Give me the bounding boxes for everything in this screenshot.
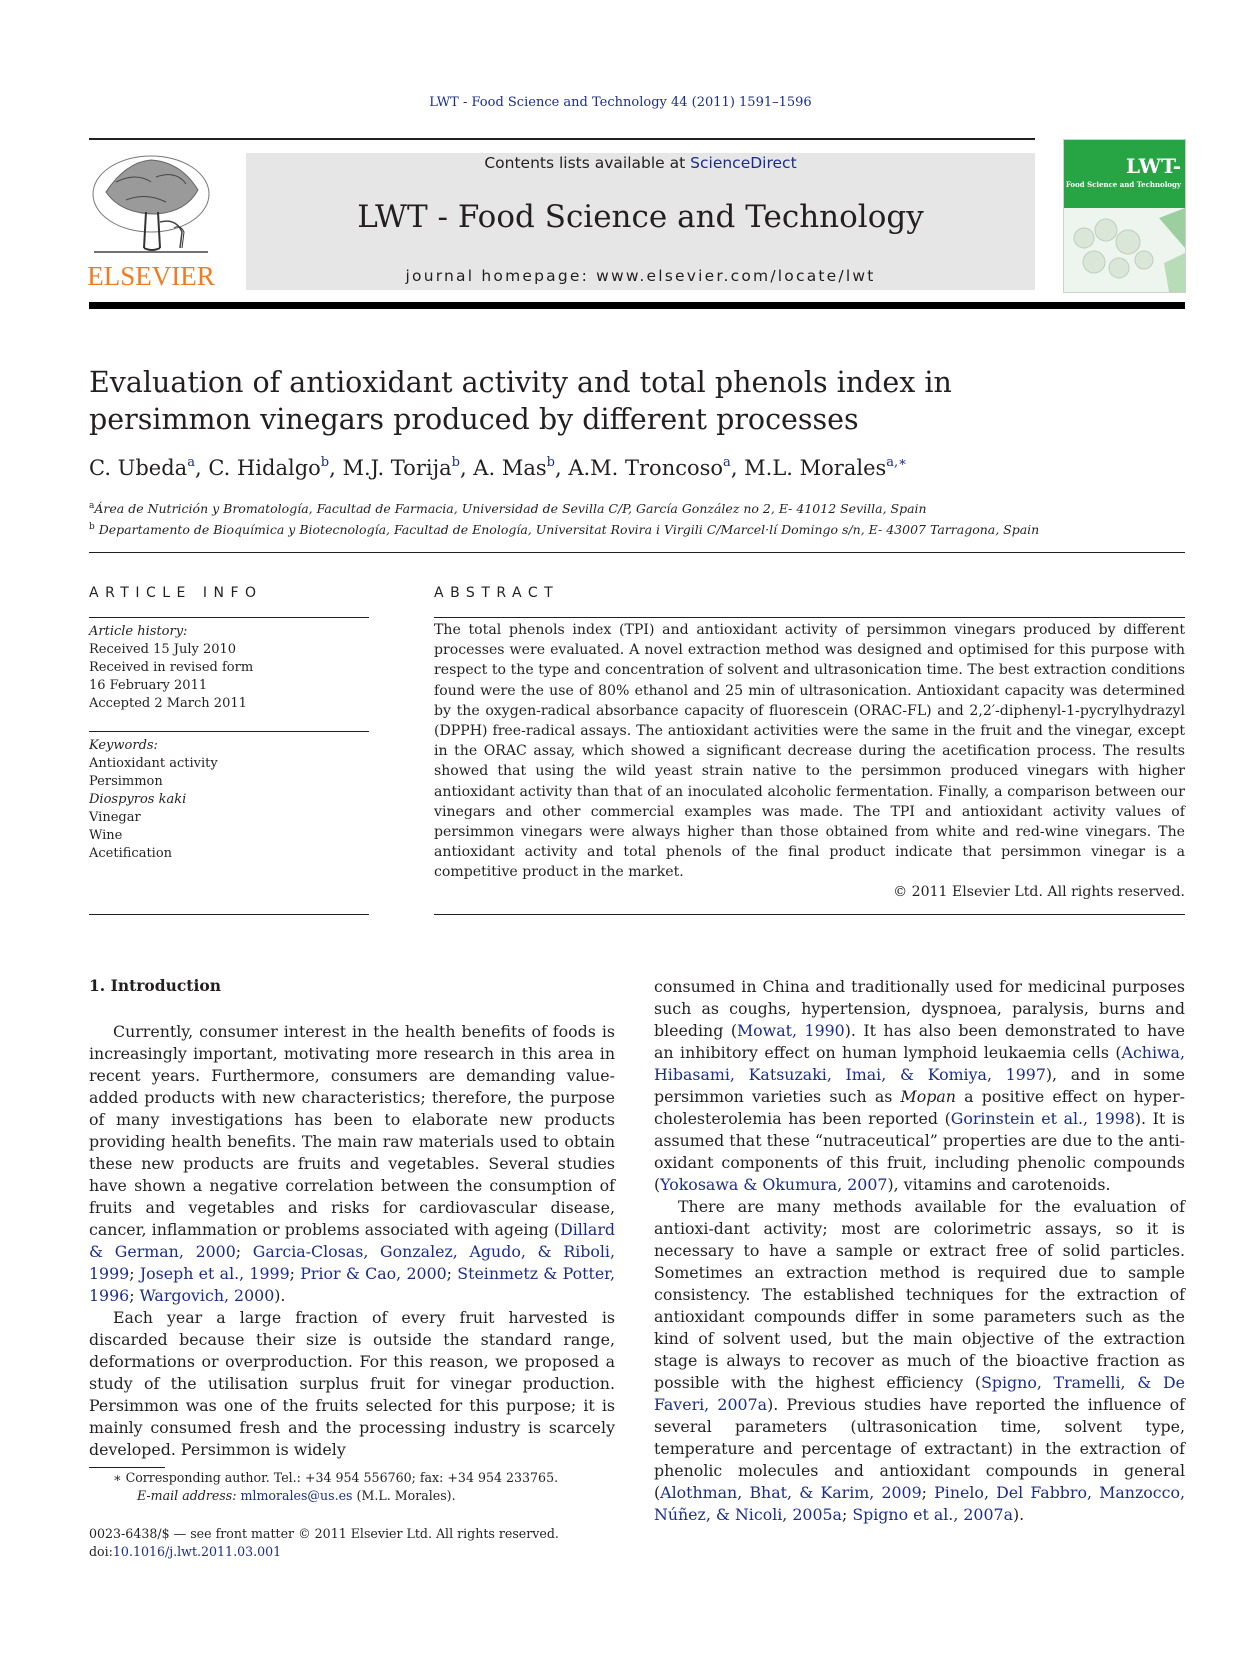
elsevier-wordmark: ELSEVIER: [87, 261, 215, 291]
corresponding-author-footnote: [89, 1469, 649, 1505]
affiliation-text: Departamento de Bioquímica y Biotecnología, Facultad de Enología, Universitat Rovira i Virgili C/Marcel·lí Domingo s/n, E- 43007 Tarragona, Spain: [98, 522, 1040, 538]
body-paragraph: Currently, consumer interest in the health benefits of foods is increasingly important, motivating more research in this area in recent years. Furthermore, consumers are demanding value-added products with new characteristics; therefore, the purpose of many investigations has been to elaborate new products providing health benefits. The main raw materials used to obtain these new products are fruits and vegetables. Several studies have shown a negative correlation between the consumption of fruits and vegetables and risks for cardiovascular disease, cancer, inflammation or problems associated with ageing (Dillard & German, 2000; Garcia-Closas, Gonzalez, Agudo, & Riboli, 1999; Joseph et al., 1999; Prior & Cao, 2000; Steinmetz & Potter, 1996; Wargovich, 2000).: [89, 1022, 616, 1305]
body-paragraph: There are many methods available for the evaluation of antioxi-dant activity; most are colorimetric assays, so it is necessary to have a sample or extract free of solid particles. Sometimes an extraction method is required due to sample consistency. The established techniques for the extraction of antioxidant compounds differ in some parameters such as the kind of solvent used, but the main objective of the extraction stage is always to recover as much of the bioactive fraction as possible with the highest efficiency (Spigno, Tramelli, & De Faveri, 2007a). Previous studies have reported the influence of several parameters (ultrasonication time, solvent type, temperature and percentage of extractant) in the extraction of phenolic molecules and antioxidant compounds in general (Alothman, Bhat, & Karim, 2009; Pinelo, Del Fabbro, Manzocco, Núñez, & Nicoli, 2005a; Spigno et al., 2007a).: [654, 1197, 1186, 1524]
keywords-list: [89, 737, 369, 863]
corresponding-author-line: ∗ Corresponding author. Tel.: +34 954 556760; fax: +34 954 233765.: [113, 1470, 559, 1485]
paragraph-text: Currently, consumer interest in the health benefits of foods is increasingly important, motivating more research in this area in recent years. Furthermore, consumers are demanding value-added products with new characteristics; therefore, the purpose of many investigations has been to elaborate new products providing health benefits. The main raw materials used to obtain these new products are fruits and vegetables. Several studies have shown a negative correlation between the consumption of fruits and vegetables and risks for cardiovascular disease, cancer, inflammation or problems associated with ageing (: [89, 1022, 615, 1239]
keywords-label: Keywords:: [89, 738, 158, 753]
keyword-item: Persimmon: [89, 774, 163, 789]
citation-link[interactable]: Prior & Cao, 2000: [300, 1264, 447, 1283]
keyword-item: Acetification: [89, 846, 173, 861]
masthead-top-rule: [89, 138, 1035, 140]
cover-artwork-icon: [1064, 208, 1185, 292]
email-line: [89, 1487, 649, 1505]
section-heading-introduction: 1. Introduction: [89, 976, 221, 995]
masthead-bottom-rule: [89, 302, 1185, 309]
paragraph-text: ). It has also been demonstrated to have an inhibitory effect on human lymphoid leukaemia cells (: [654, 1021, 1185, 1062]
email-suffix: (M.L. Morales).: [352, 1488, 456, 1503]
author-affiliation-mark[interactable]: b: [320, 455, 330, 470]
cover-title: LWT-: [1125, 154, 1181, 178]
paragraph-text: a positive effect on hyper-cholesterolemia has been reported (: [654, 1087, 1185, 1128]
abstract-copyright: © 2011 Elsevier Ltd. All rights reserved.: [893, 884, 1185, 900]
history-label: Article history:: [89, 624, 188, 639]
author-affiliation-mark[interactable]: a,∗: [886, 455, 907, 470]
author-name: C. Ubeda: [89, 456, 188, 480]
tree-icon: [86, 152, 216, 260]
keyword-item: Vinegar: [89, 810, 141, 825]
citation-link[interactable]: Spigno, Tramelli, & De Faveri, 2007a: [654, 1373, 1185, 1414]
affiliation-mark: b: [89, 522, 95, 533]
paragraph-text: ), vitamins and carotenoids.: [887, 1175, 1111, 1194]
history-item: Received 15 July 2010: [89, 642, 237, 657]
affiliation-item: [89, 518, 1089, 539]
article-info-heading: ARTICLE INFO: [89, 585, 263, 601]
history-item: Received in revised form: [89, 660, 254, 675]
abstract-bottom-rule: [434, 914, 1185, 915]
email-label: E-mail address:: [137, 1488, 241, 1503]
front-matter: [89, 1525, 559, 1561]
author-name: C. Hidalgo: [208, 456, 321, 480]
keyword-item: Diospyros kaki: [89, 792, 187, 807]
author-list: C. Ubeda$^a$, C. Hidalgo$^b$, M.J. Torija$^b$, A. Mas$^b$, A.M. Troncoso$^a$, M.L. Morales$^{a,∗}$: [89, 455, 907, 480]
paragraph-text: There are many methods available for the evaluation of antioxi-dant activity; most are colorimetric assays, so it is necessary to have a sample or extract free of solid particles. Sometimes an extraction method is required due to sample consistency. The established techniques for the extraction of antioxidant compounds differ in some parameters such as the kind of solvent used, but the main objective of the extraction stage is always to recover as much of the bioactive fraction as possible with the highest efficiency (: [654, 1197, 1185, 1392]
citation-link[interactable]: Mowat, 1990: [737, 1021, 845, 1040]
author-name: A. Mas: [473, 456, 547, 480]
citation-link[interactable]: Dillard & German, 2000: [89, 1220, 615, 1261]
contents-prefix: Contents lists available at: [484, 154, 691, 172]
citation-link[interactable]: Spigno et al., 2007a: [852, 1505, 1013, 1524]
history-item: Accepted 2 March 2011: [89, 696, 247, 711]
citation-link[interactable]: Pinelo, Del Fabbro, Manzocco, Núñez, & Nicoli, 2005a: [654, 1483, 1186, 1524]
citation-link[interactable]: Steinmetz & Potter, 1996: [89, 1264, 616, 1305]
author-affiliation-mark[interactable]: a: [723, 455, 731, 470]
body-paragraph: [654, 976, 1185, 1196]
paragraph-text: ), and in some persimmon varieties such as: [654, 1065, 1185, 1106]
variety-name: Mopan: [900, 1087, 956, 1106]
citation-link[interactable]: Alothman, Bhat, & Karim, 2009: [660, 1483, 922, 1502]
paragraph-text: ). Previous studies have reported the influence of several parameters (ultrasonication time, solvent type, temperature and percentage of extractant) in the extraction of phenolic molecules and antioxidant compounds in general (: [654, 1395, 1185, 1502]
citation-link[interactable]: Wargovich, 2000: [139, 1286, 275, 1305]
journal-masthead: [246, 153, 1035, 290]
elsevier-logo[interactable]: [86, 152, 216, 292]
doi-label: doi:: [89, 1544, 113, 1559]
body-column-right: [654, 976, 1185, 1526]
abstract-heading: ABSTRACT: [434, 585, 560, 601]
affiliation-text: Área de Nutrición y Bromatología, Facultad de Farmacia, Universidad de Sevilla C/P, García González no 2, E- 41012 Sevilla, Spain: [94, 501, 927, 517]
article-info-bottom-rule: [89, 914, 369, 915]
author-affiliation-mark[interactable]: b: [546, 455, 555, 470]
abstract-text: The total phenols index (TPI) and antioxidant activity of persimmon vinegars produced by different processes were evaluated. A novel extraction method was designed and optimised for this purpose with respect to the type and concentration of solvent and ultrasonication time. The best extraction conditions found were the use of 80% ethanol and 25 min of ultrasonication. Antioxidant capacity was determined by the oxygen-radical absorbance capacity of fluorescein (ORAC-FL) and 2,2′-diphenyl-1-pycrylhydrazyl (DPPH) free-radical assays. The antioxidant activities were the same in the fruit and the vinegar, except in the ORAC assay, which showed a significant decrease during the acetification process. The results showed that using the wild yeast strain native to the persimmon produced vinegars with higher antioxidant activity than that of an inoculated alcoholic fermentation. Finally, a comparison between our vinegars and other commercial examples was made. The TPI and antioxidant activity values of persimmon vinegars were always higher than those obtained from white and red-wine vinegars. The antioxidant activity and total phenols of the final product indicate that persimmon vinegar is a competitive product in the market.: [434, 622, 1185, 881]
issn-line: 0023-6438/$ — see front matter © 2011 Elsevier Ltd. All rights reserved.: [89, 1526, 559, 1541]
author-affiliation-mark[interactable]: a: [187, 455, 195, 470]
keyword-item: Antioxidant activity: [89, 756, 218, 771]
citation-link[interactable]: Garcia-Closas, Gonzalez, Agudo, & Riboli, 1999: [89, 1242, 616, 1283]
citation-link[interactable]: Joseph et al., 1999: [139, 1264, 290, 1283]
paragraph-text: ).: [274, 1286, 286, 1305]
author-name: M.L. Morales: [744, 456, 887, 480]
paragraph-text: consumed in China and traditionally used for medicinal purposes such as coughs, hypertension, dyspnoea, paralysis, burns and bleeding (: [654, 977, 1185, 1040]
paragraph-text: ).: [1013, 1505, 1025, 1524]
citation-link[interactable]: Gorinstein et al., 1998: [950, 1109, 1135, 1128]
sciencedirect-link[interactable]: ScienceDirect: [690, 154, 797, 172]
body-column-left: [89, 1021, 615, 1461]
body-paragraph: Each year a large fraction of every fruit harvested is discarded because their size is outside the standard range, deformations or overproduction. For this reason, we proposed a study of the utilisation surplus fruit for vinegar production. Persimmon was one of the fruits selected for this purpose; it is mainly consumed fresh and the processing industry is scarcely developed. Persimmon is widely: [89, 1308, 615, 1459]
citation-link[interactable]: Achiwa, Hibasami, Katsuzaki, Imai, & Komiya, 1997: [654, 1043, 1185, 1084]
contents-line: [246, 153, 1035, 173]
affiliation-mark: a: [89, 501, 95, 511]
journal-title: LWT - Food Science and Technology: [357, 199, 924, 235]
doi-link[interactable]: 10.1016/j.lwt.2011.03.001: [112, 1544, 282, 1559]
email-link[interactable]: mlmorales@us.es: [240, 1488, 353, 1503]
affiliations: [89, 497, 1089, 539]
keywords-rule: [89, 731, 369, 732]
keyword-item: Wine: [89, 828, 123, 843]
footnote-rule: [89, 1467, 165, 1468]
journal-citation[interactable]: LWT - Food Science and Technology 44 (2011) 1591–1596: [429, 95, 812, 110]
history-item: 16 February 2011: [89, 678, 208, 693]
journal-cover-thumbnail[interactable]: [1063, 139, 1186, 293]
affiliation-item: [89, 497, 1089, 518]
author-name: M.J. Torija: [342, 456, 452, 480]
paragraph-text: ). It is assumed that these “nutraceutical” properties are due to the anti-oxidant components of this fruit, including phenolic compounds (: [654, 1109, 1186, 1194]
citation-link[interactable]: Yokosawa & Okumura, 2007: [660, 1175, 888, 1194]
article-history: [89, 623, 369, 713]
title-divider: [89, 552, 1185, 553]
cover-subtitle: Food Science and Technology: [1065, 180, 1181, 189]
author-affiliation-mark[interactable]: b: [451, 455, 460, 470]
abstract-rule: [434, 617, 1185, 618]
article-info-rule: [89, 617, 369, 618]
author-name: A.M. Troncoso: [568, 456, 724, 480]
journal-homepage-link[interactable]: journal homepage: www.elsevier.com/locate/lwt: [405, 267, 876, 285]
article-title: Evaluation of antioxidant activity and total phenols index in persimmon vinegars produced by different processes: [89, 366, 952, 436]
doi-line: [89, 1543, 559, 1561]
